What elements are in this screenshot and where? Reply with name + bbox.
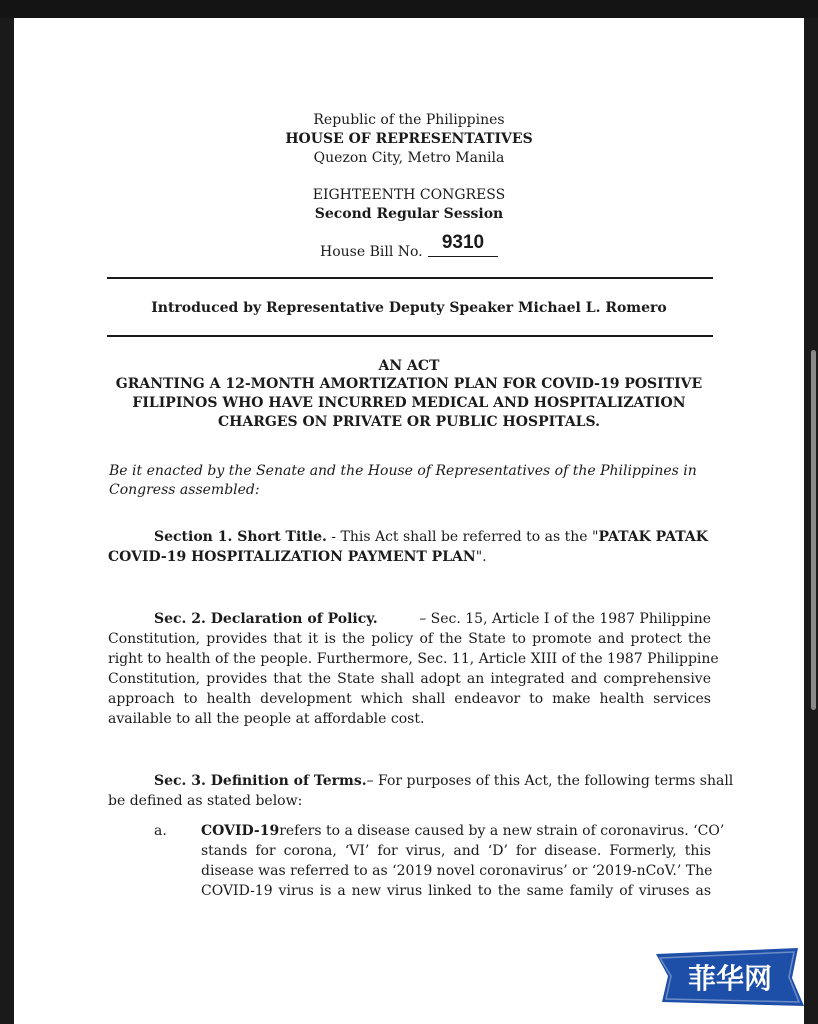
item-a-line-2: stands for corona, ‘VI’ for virus, and ‘D’ for disease. Formerly, this — [201, 843, 711, 859]
item-a-term: COVID-19 — [201, 823, 280, 839]
section-3-line-2: be defined as stated below: — [108, 793, 303, 809]
section-2-text-1: – Sec. 15, Article I of the 1987 Philippine — [419, 611, 711, 627]
top-rule — [107, 277, 713, 279]
introduced-by: Introduced by Representative Deputy Speaker Michael L. Romero — [151, 300, 667, 316]
act-title-line-1: AN ACT — [378, 358, 440, 374]
item-a-line-4: COVID-19 virus is a new virus linked to the same family of viruses as — [201, 883, 711, 899]
enacting-clause-line-2: Congress assembled: — [109, 482, 260, 498]
section-1-text: - This Act shall be referred to as the " — [326, 529, 599, 545]
section-3-text-1: – For purposes of this Act, the following terms shall — [366, 773, 734, 789]
section-1-line-1 — [154, 529, 708, 545]
city-line: Quezon City, Metro Manila — [313, 150, 505, 166]
section-2-heading: Sec. 2. Declaration of Policy. — [154, 611, 378, 627]
section-1-name-2: COVID-19 HOSPITALIZATION PAYMENT PLAN — [108, 549, 476, 565]
bill-number: 9310 — [428, 232, 498, 257]
house-name: HOUSE OF REPRESENTATIVES — [285, 131, 533, 147]
act-title-line-4: CHARGES ON PRIVATE OR PUBLIC HOSPITALS. — [217, 414, 601, 430]
bill-label: House Bill No. — [320, 244, 423, 260]
republic-line: Republic of the Philippines — [313, 112, 505, 128]
section-1-name-1: PATAK PATAK — [598, 529, 708, 545]
vertical-scrollbar[interactable] — [811, 350, 816, 710]
section-2-line-3: right to health of the people. Furthermore, Sec. 11, Article XIII of the 1987 Philippine — [108, 651, 719, 667]
bottom-rule — [107, 335, 713, 337]
item-a-marker: a. — [154, 823, 167, 839]
viewer-top-bar — [0, 0, 818, 18]
section-1-heading: Section 1. Short Title. — [154, 529, 327, 545]
item-a-line-1 — [201, 823, 725, 839]
act-title-line-2: GRANTING A 12-MONTH AMORTIZATION PLAN FOR COVID-19 POSITIVE — [115, 376, 703, 392]
item-a-text-1: refers to a disease caused by a new strain of coronavirus. ‘CO’ — [279, 823, 725, 839]
section-2-line-6: available to all the people at affordable cost. — [108, 711, 425, 727]
session-line: Second Regular Session — [314, 206, 504, 222]
section-2-line-2: Constitution, provides that it is the policy of the State to promote and protect the — [108, 631, 711, 647]
watermark-logo — [648, 944, 808, 1012]
act-title-line-3: FILIPINOS WHO HAVE INCURRED MEDICAL AND HOSPITALIZATION — [132, 395, 686, 411]
section-2-line-5: approach to health development which shall endeavor to make health services — [108, 691, 711, 707]
section-1-end: ". — [475, 549, 487, 565]
document-page — [14, 18, 804, 1024]
section-3-line-1 — [154, 773, 734, 789]
watermark-badge-icon — [648, 944, 808, 1012]
section-1-line-2 — [108, 549, 487, 565]
enacting-clause-line-1: Be it enacted by the Senate and the House of Representatives of the Philippines in — [109, 463, 697, 479]
item-a-line-3: disease was referred to as ‘2019 novel coronavirus’ or ‘2019-nCoV.’ The — [201, 863, 713, 879]
watermark-text: 菲华网 — [687, 962, 773, 995]
congress-line: EIGHTEENTH CONGRESS — [312, 187, 506, 203]
section-2-line-4: Constitution, provides that the State shall adopt an integrated and comprehensive — [108, 671, 711, 687]
section-2-line-1 — [154, 611, 711, 627]
section-3-heading: Sec. 3. Definition of Terms. — [154, 773, 367, 789]
